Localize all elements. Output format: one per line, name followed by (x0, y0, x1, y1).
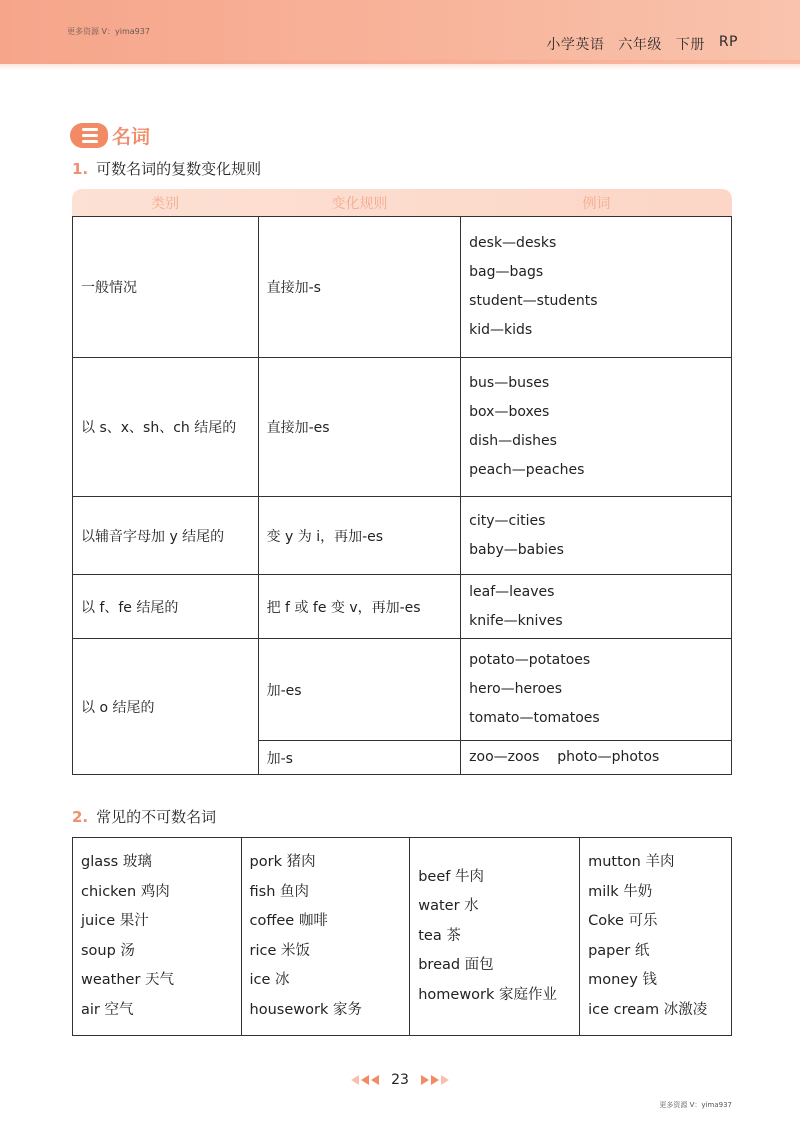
uncountable-nouns-table (72, 837, 732, 1036)
uncountable-column-1 (73, 838, 242, 1036)
example: student—students (469, 293, 598, 309)
example: city—cities (469, 512, 546, 529)
list-item: juice 果汁 (81, 913, 149, 929)
list-item: soup 汤 (81, 942, 135, 959)
example: dish—dishes (469, 433, 557, 449)
previous-page-icon (351, 1075, 379, 1085)
header-examples: 例词 (582, 195, 611, 212)
list-item: coffee 咖啡 (249, 913, 328, 929)
header-watermark: 更多资源 V：yima937 (67, 27, 150, 36)
list-item: homework 家庭作业 (418, 986, 558, 1003)
list-item: weather 天气 (81, 972, 175, 988)
example: potato—potatoes (469, 652, 591, 668)
subsection-1-title: 可数名词的复数变化规则 (96, 160, 262, 178)
subsection-1-number: 1. (72, 160, 89, 178)
footer-watermark: 更多资源 V：yima937 (659, 1101, 732, 1109)
example: peach—peaches (469, 462, 585, 478)
list-item: glass 玻璃 (81, 854, 152, 870)
subject-label: 小学英语 (546, 37, 605, 53)
list-item: tea 茶 (418, 927, 461, 944)
row-rule: 直接加-s (258, 217, 461, 358)
list-item: paper 纸 (588, 942, 650, 959)
example: bus—buses (469, 375, 550, 391)
table-row (73, 575, 732, 639)
table-row (73, 639, 732, 741)
list-item: ice 冰 (249, 972, 290, 988)
row-category: 以辅音字母加 y 结尾的 (73, 497, 259, 575)
list-item: water 水 (418, 898, 479, 915)
row-category: 以 f、fe 结尾的 (73, 575, 259, 639)
section-heading (70, 121, 150, 149)
row-rule: 直接加-es (258, 358, 461, 497)
subsection-2-heading (72, 806, 216, 827)
row-examples (461, 217, 732, 358)
row-examples (461, 741, 732, 775)
example: tomato—tomatoes (469, 710, 600, 726)
list-item: housework 家务 (249, 1001, 362, 1018)
page-navigation (0, 1072, 800, 1088)
row-category: 以 o 结尾的 (73, 639, 259, 775)
grade-label: 六年级 (618, 37, 662, 53)
row-category: 一般情况 (73, 217, 259, 358)
plural-table-header (72, 189, 732, 216)
row-category: 以 s、x、sh、ch 结尾的 (73, 358, 259, 497)
list-item: milk 牛奶 (588, 883, 653, 900)
next-page-icon (421, 1075, 449, 1085)
subsection-1-heading (72, 158, 261, 179)
example: kid—kids (469, 322, 533, 338)
row-rule: 加-es (258, 639, 461, 741)
example: baby—babies (469, 541, 564, 558)
subsection-2-title: 常见的不可数名词 (96, 808, 217, 826)
example: desk—desks (469, 235, 557, 251)
section-title: 名词 (112, 125, 151, 148)
row-examples (461, 497, 732, 575)
row-rule: 加-s (258, 741, 461, 775)
example: zoo—zoos photo—photos (469, 749, 660, 765)
example: bag—bags (469, 264, 544, 280)
row-rule: 把 f 或 fe 变 v，再加-es (258, 575, 461, 639)
example: leaf—leaves (469, 583, 555, 600)
page-number: 23 (391, 1072, 409, 1088)
subsection-2-number: 2. (72, 808, 89, 826)
example: knife—knives (469, 612, 563, 629)
list-item: Coke 可乐 (588, 913, 658, 929)
uncountable-column-2 (241, 838, 410, 1036)
volume-label: 下册 (675, 37, 705, 53)
table-row (73, 217, 732, 358)
list-item: bread 面包 (418, 957, 494, 974)
example: box—boxes (469, 404, 550, 420)
plural-rules-table (72, 216, 732, 775)
row-rule: 变 y 为 i，再加-es (258, 497, 461, 575)
table-row (73, 497, 732, 575)
uncountable-column-3 (410, 838, 580, 1036)
list-item: pork 猪肉 (249, 854, 316, 870)
section-number-badge-icon (70, 121, 110, 149)
list-item: chicken 鸡肉 (81, 883, 170, 900)
list-item: beef 牛肉 (418, 868, 484, 885)
header-rule: 变化规则 (331, 195, 388, 212)
table-row (73, 358, 732, 497)
book-info (546, 34, 738, 54)
list-item: air 空气 (81, 1001, 134, 1018)
list-item: ice cream 冰激凌 (588, 1001, 708, 1018)
uncountable-column-4 (580, 838, 732, 1036)
edition-label: RP (718, 34, 738, 50)
row-examples (461, 575, 732, 639)
row-examples (461, 639, 732, 741)
list-item: mutton 羊肉 (588, 854, 675, 870)
example: hero—heroes (469, 681, 563, 697)
list-item: fish 鱼肉 (249, 883, 310, 900)
list-item: money 钱 (588, 972, 657, 988)
row-examples (461, 358, 732, 497)
header-category: 类别 (151, 195, 179, 212)
list-item: rice 米饭 (249, 942, 311, 959)
